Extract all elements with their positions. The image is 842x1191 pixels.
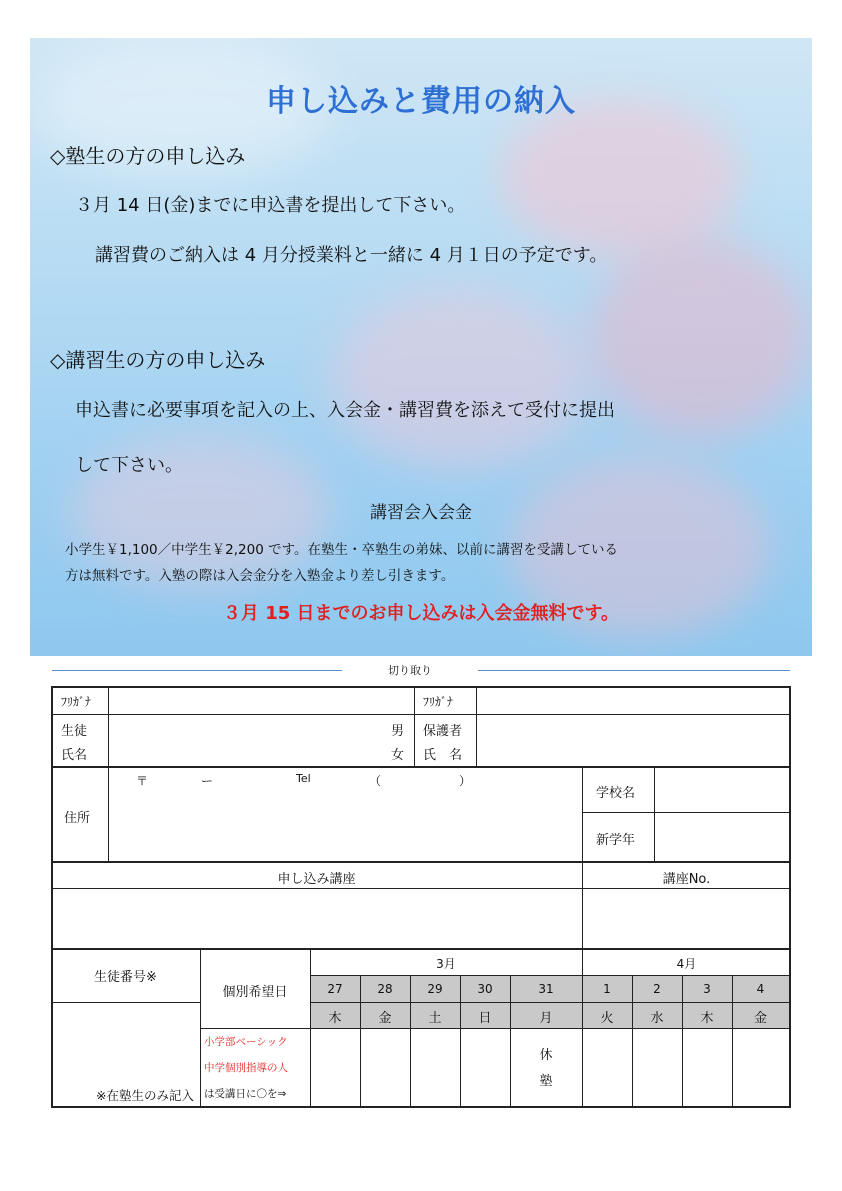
- fee-text-1: 小学生￥1,100／中学生￥2,200 です。在塾生・卒塾生の弟妹、以前に講習を受講している: [65, 542, 619, 558]
- date-28: 28: [377, 982, 393, 996]
- col-line: [108, 686, 109, 862]
- col-line: [654, 766, 655, 862]
- row-line: [51, 714, 791, 715]
- page-title: 申し込みと費用の納入: [266, 84, 576, 119]
- month-april: 4月: [676, 957, 697, 971]
- date-2: 2: [653, 982, 661, 996]
- note-line-2-text: 中学個別指導の人: [204, 1062, 288, 1074]
- attendance-cell-2[interactable]: [633, 1029, 682, 1106]
- section1-line1: ３月 14 日(金)までに申込書を提出して下さい。: [75, 195, 466, 216]
- weekday-tue: 火: [600, 1011, 614, 1026]
- date-3: 3: [703, 982, 711, 996]
- row-line: [51, 861, 791, 863]
- tel-paren-close: ）: [459, 774, 472, 788]
- attendance-cell-28[interactable]: [361, 1029, 410, 1106]
- blossom-decoration: [500, 98, 740, 258]
- attendance-cell-27[interactable]: [311, 1029, 360, 1106]
- postal-mark: 〒: [136, 774, 149, 788]
- guardian-furigana-label: ﾌﾘｶﾞﾅ: [423, 695, 454, 709]
- course-no-header: 講座No.: [662, 872, 711, 887]
- col-line: [414, 686, 415, 766]
- attendance-cell-29[interactable]: [411, 1029, 460, 1106]
- enrolled-only-note: ※在塾生のみ記入: [96, 1088, 194, 1103]
- date-4: 4: [756, 982, 765, 996]
- month-march: 3月: [436, 957, 456, 971]
- blossom-decoration: [330, 288, 590, 468]
- row-line: [310, 1002, 791, 1003]
- col-line: [582, 766, 583, 950]
- fee-heading: 講習会入会金: [370, 503, 472, 523]
- row-line: [582, 812, 791, 813]
- furigana-label: ﾌﾘｶﾞﾅ: [61, 695, 92, 709]
- date-29: 29: [427, 982, 443, 996]
- attendance-cell-30[interactable]: [461, 1029, 510, 1106]
- date-27: 27: [327, 982, 343, 996]
- preferred-date-label: 個別希望日: [222, 985, 288, 1000]
- female-option[interactable]: 女: [391, 748, 405, 763]
- date-1: 1: [603, 982, 611, 996]
- new-grade-label: 新学年: [596, 833, 636, 848]
- closed-label-2: 塾: [539, 1074, 553, 1089]
- guardian-name-label: 氏 名: [423, 748, 463, 763]
- male-option[interactable]: 男: [391, 724, 405, 739]
- row-line: [51, 766, 791, 768]
- col-line: [200, 948, 201, 1108]
- cut-line-left: [52, 670, 342, 671]
- section2-line2: して下さい。: [75, 455, 183, 476]
- tel-label: Tel: [296, 772, 311, 785]
- weekday-mon: 月: [539, 1011, 553, 1026]
- application-form: [51, 686, 791, 1108]
- attendance-cell-1[interactable]: [583, 1029, 632, 1106]
- banner-section: [30, 38, 812, 656]
- attendance-cell-4[interactable]: [733, 1029, 789, 1106]
- section2-line1: 申込書に必要事項を記入の上、入会金・講習費を添えて受付に提出: [75, 400, 615, 421]
- weekday-thu-2: 木: [700, 1011, 714, 1026]
- weekday-thu: 木: [328, 1011, 342, 1026]
- tel-paren-open: （: [369, 774, 382, 788]
- note-line-3: は受講日に〇を⇒: [204, 1088, 287, 1100]
- fee-text-2: 方は無料です。入塾の際は入会金分を入塾金より差し引きます。: [65, 568, 455, 584]
- course-header: 申し込み講座: [277, 872, 356, 887]
- weekday-fri: 金: [378, 1011, 392, 1026]
- name-label: 氏名: [61, 748, 88, 763]
- note-line-1: 小学部ベーシック: [204, 1036, 288, 1048]
- row-line: [51, 948, 791, 950]
- weekday-sun: 日: [478, 1011, 492, 1026]
- weekday-fri-2: 金: [753, 1011, 767, 1026]
- student-label: 生徒: [61, 724, 88, 739]
- blossom-decoration: [590, 238, 810, 438]
- border-right: [789, 686, 791, 1108]
- row-line: [51, 888, 791, 889]
- cut-line-right: [478, 670, 790, 671]
- section1-heading: ◇塾生の方の申し込み: [50, 144, 246, 168]
- date-30: 30: [477, 982, 493, 996]
- section2-heading: ◇講習生の方の申し込み: [50, 348, 266, 372]
- school-label: 学校名: [596, 786, 636, 801]
- col-line: [476, 686, 477, 766]
- student-number-label: 生徒番号※: [94, 970, 157, 985]
- date-31: 31: [538, 982, 554, 996]
- border-top: [51, 686, 791, 688]
- weekday-wed: 水: [650, 1011, 664, 1026]
- attendance-cell-3[interactable]: [683, 1029, 732, 1106]
- note-line-2: [204, 1060, 288, 1075]
- border-left: [51, 686, 53, 1108]
- postal-dash: ー: [201, 774, 214, 788]
- cut-label: 切り取り: [370, 662, 450, 678]
- row-line: [310, 975, 791, 976]
- weekday-sat: 土: [428, 1011, 442, 1026]
- section1-line2: 講習費のご納入は 4 月分授業料と一緒に 4 月１日の予定です。: [95, 245, 608, 266]
- border-bottom: [51, 1106, 791, 1108]
- closed-label-1: 休: [539, 1048, 553, 1063]
- row-line: [51, 1002, 200, 1003]
- free-enrollment-notice: ３月 15 日までのお申し込みは入会金無料です。: [222, 603, 620, 624]
- address-label: 住所: [64, 811, 91, 826]
- guardian-label: 保護者: [423, 724, 463, 739]
